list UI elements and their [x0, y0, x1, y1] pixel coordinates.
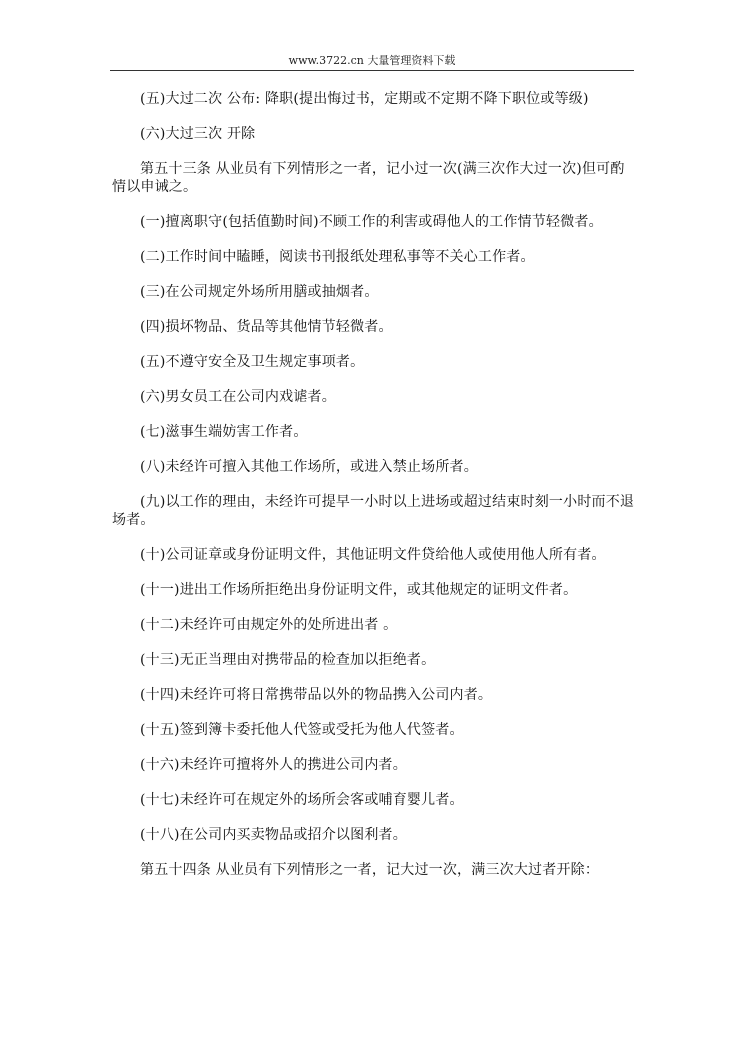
list-item: (三)在公司规定外场所用膳或抽烟者。 — [140, 284, 379, 300]
list-item: (八)未经许可擅入其他工作场所，或进入禁止场所者。 — [140, 459, 478, 475]
list-item: (十二)未经许可由规定外的处所进出者 。 — [140, 617, 398, 633]
page-header: www.3722.cn 大量管理资料下载 — [288, 54, 456, 67]
list-item: (十七)未经许可在规定外的场所会客或哺育婴儿者。 — [140, 792, 464, 808]
article-54: 第五十四条 从业员有下列情形之一者，记大过一次，满三次大过者开除： — [140, 862, 600, 878]
list-item: (十一)进出工作场所拒绝出身份证明文件，或其他规定的证明文件者。 — [140, 582, 578, 598]
list-item: (一)擅离职守(包括值勤时间)不顾工作的利害或碍他人的工作情节轻微者。 — [140, 214, 603, 230]
paragraph-demerit-3: (六)大过三次 开除 — [140, 126, 256, 142]
list-item: (十六)未经许可擅将外人的携进公司内者。 — [140, 757, 407, 773]
paragraph-demerit-2: (五)大过二次 公布: 降职(提出悔过书，定期或不定期不降下职位或等级) — [140, 91, 589, 107]
list-item: (七)滋事生端妨害工作者。 — [140, 424, 308, 440]
list-item: (十三)无正当理由对携带品的检查加以拒绝者。 — [140, 652, 436, 668]
list-item: (二)工作时间中瞌睡，阅读书刊报纸处理私事等不关心工作者。 — [140, 249, 535, 265]
list-item: (十四)未经许可将日常携带品以外的物品携入公司内者。 — [140, 687, 493, 703]
document-body — [112, 90, 636, 896]
list-item: (十)公司证章或身份证明文件，其他证明文件贷给他人或使用他人所有者。 — [140, 547, 606, 563]
list-item: (十五)签到簿卡委托他人代签或受托为他人代签者。 — [140, 722, 464, 738]
article-53: 第五十三条 从业员有下列情形之一者，记小过一次(满三次作大过一次)但可酌情以申诫之。 — [112, 161, 625, 195]
list-item: (六)男女员工在公司内戏谑者。 — [140, 389, 336, 405]
list-item: (四)损坏物品、货品等其他情节轻微者。 — [140, 319, 393, 335]
list-item: (九)以工作的理由，未经许可提早一小时以上进场或超过结束时刻一小时而不退场者。 — [112, 494, 635, 528]
list-item: (十八)在公司内买卖物品或招介以图利者。 — [140, 827, 407, 843]
list-item: (五)不遵守安全及卫生规定事项者。 — [140, 354, 365, 370]
header-divider — [110, 70, 634, 71]
